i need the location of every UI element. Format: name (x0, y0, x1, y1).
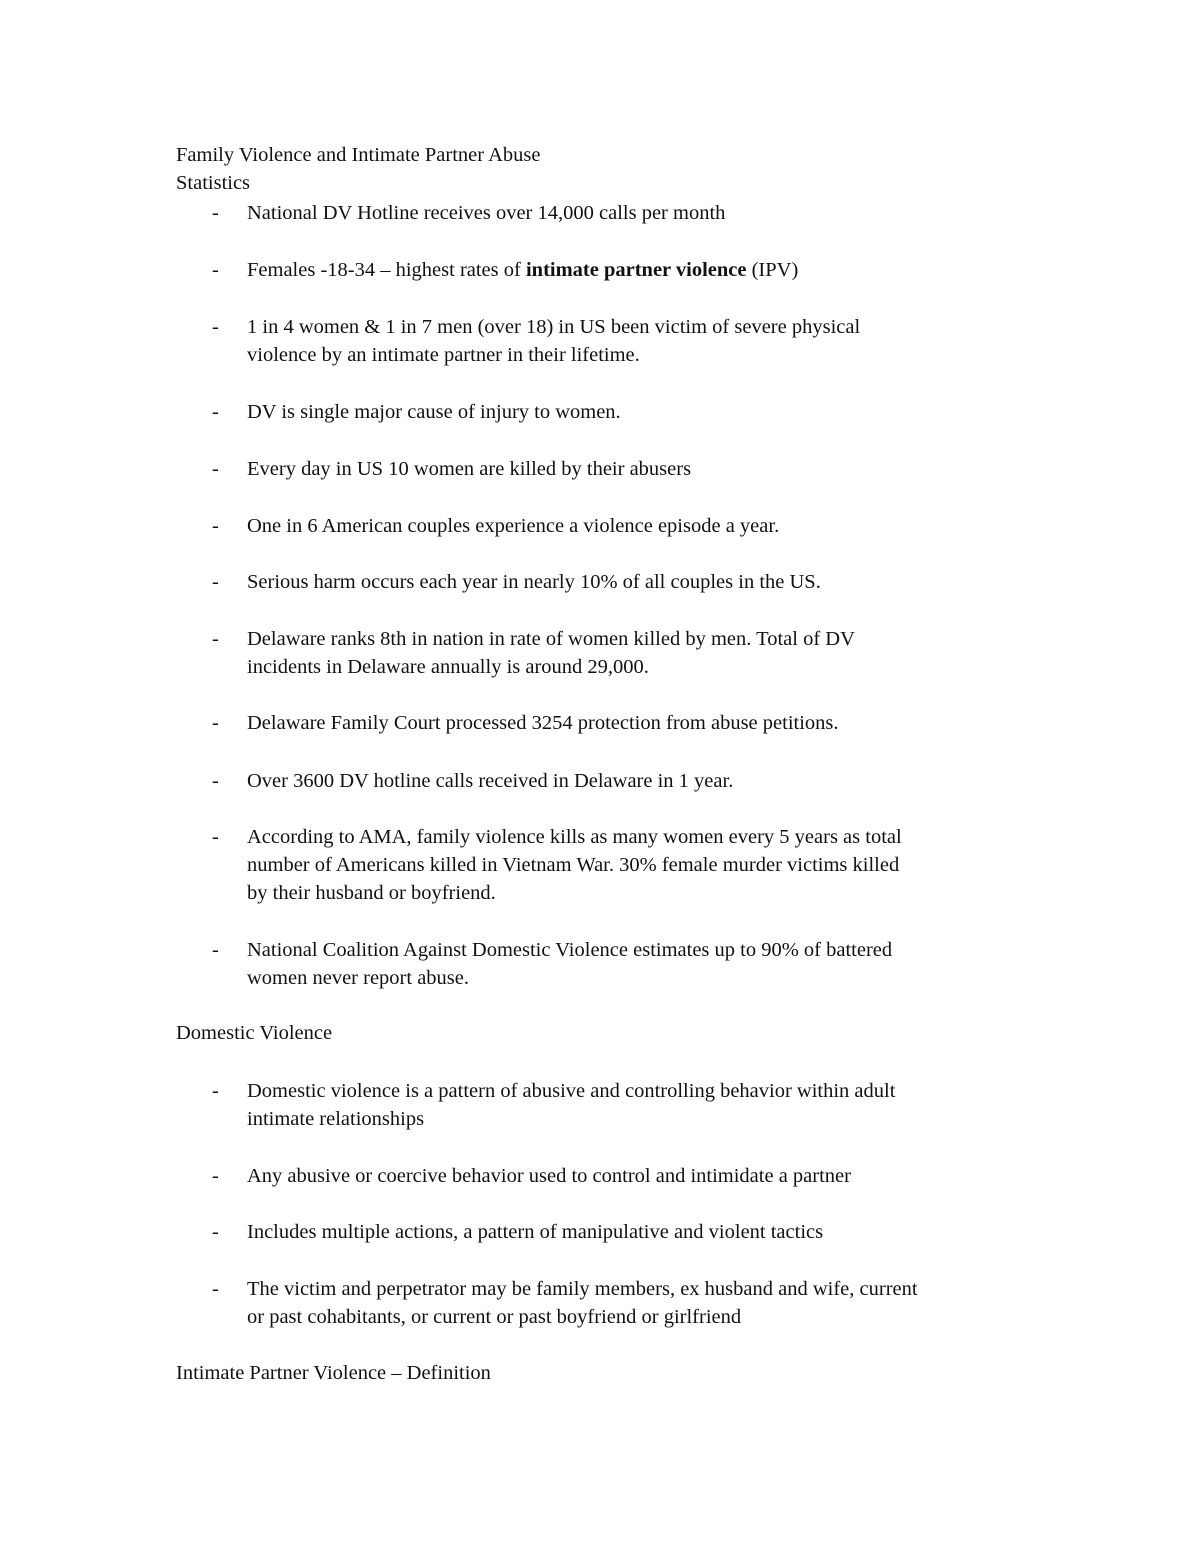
bullet-dash: - (212, 259, 219, 281)
bullet-text (247, 1275, 1027, 1331)
bullet-text-line: or past cohabitants, or current or past boyfriend or girlfriend (247, 1306, 742, 1328)
bullet-text-line: 1 in 4 women & 1 in 7 men (over 18) in US been victim of severe physical (247, 316, 861, 338)
bullet-dash: - (212, 515, 219, 537)
ipv-definition-heading: Intimate Partner Violence – Definition (176, 1362, 491, 1384)
bullet-text-line: intimate relationships (247, 1108, 425, 1130)
bullet-text-line: According to AMA, family violence kills as many women every 5 years as total (247, 826, 902, 848)
bullet-text: Any abusive or coercive behavior used to control and intimidate a partner (247, 1165, 851, 1187)
bullet-dash: - (212, 712, 219, 734)
bullet-text: DV is single major cause of injury to women. (247, 401, 621, 423)
bullet-text: Over 3600 DV hotline calls received in Delaware in 1 year. (247, 770, 734, 792)
bullet-text-line: women never report abuse. (247, 967, 469, 989)
bullet-dash: - (212, 939, 219, 961)
bullet-dash: - (212, 1080, 219, 1102)
bullet-text-line: National Coalition Against Domestic Violence estimates up to 90% of battered (247, 939, 893, 961)
bullet-dash: - (212, 458, 219, 480)
bullet-text-lead: Females -18-34 – highest rates of (247, 259, 526, 281)
bullet-text-line: violence by an intimate partner in their lifetime. (247, 344, 640, 366)
bullet-dash: - (212, 628, 219, 650)
bullet-dash: - (212, 202, 219, 224)
bullet-text (247, 823, 1027, 907)
bullet-dash: - (212, 770, 219, 792)
bullet-dash: - (212, 401, 219, 423)
document-title: Family Violence and Intimate Partner Abuse (176, 144, 541, 166)
bullet-dash: - (212, 316, 219, 338)
bullet-text-line: Domestic violence is a pattern of abusive and controlling behavior within adult (247, 1080, 896, 1102)
bullet-text: National DV Hotline receives over 14,000 calls per month (247, 202, 726, 224)
bullet-text-line: by their husband or boyfriend. (247, 882, 496, 904)
bullet-text-line: incidents in Delaware annually is around 29,000. (247, 656, 649, 678)
bullet-text: Includes multiple actions, a pattern of manipulative and violent tactics (247, 1221, 824, 1243)
bullet-text-line: number of Americans killed in Vietnam War. 30% female murder victims killed (247, 854, 900, 876)
bullet-text (247, 936, 1027, 992)
bullet-text: Delaware Family Court processed 3254 protection from abuse petitions. (247, 712, 839, 734)
bullet-text-tail: (IPV) (746, 259, 799, 281)
bullet-dash: - (212, 1165, 219, 1187)
bullet-text: One in 6 American couples experience a violence episode a year. (247, 515, 780, 537)
bullet-dash: - (212, 571, 219, 593)
bullet-text: Serious harm occurs each year in nearly 10% of all couples in the US. (247, 571, 821, 593)
bullet-text-line: Delaware ranks 8th in nation in rate of women killed by men. Total of DV (247, 628, 855, 650)
statistics-heading: Statistics (176, 172, 251, 194)
bullet-text-line: The victim and perpetrator may be family members, ex husband and wife, current (247, 1278, 918, 1300)
bullet-text (247, 625, 1027, 681)
bullet-text: Every day in US 10 women are killed by their abusers (247, 458, 692, 480)
domestic-violence-heading: Domestic Violence (176, 1022, 333, 1044)
bullet-dash: - (212, 826, 219, 848)
bullet-dash: - (212, 1278, 219, 1300)
bullet-text (247, 313, 1027, 369)
bullet-text (247, 1077, 1027, 1133)
bullet-text (247, 256, 1027, 284)
bullet-dash: - (212, 1221, 219, 1243)
bullet-text-emphasis: intimate partner violence (525, 259, 747, 281)
